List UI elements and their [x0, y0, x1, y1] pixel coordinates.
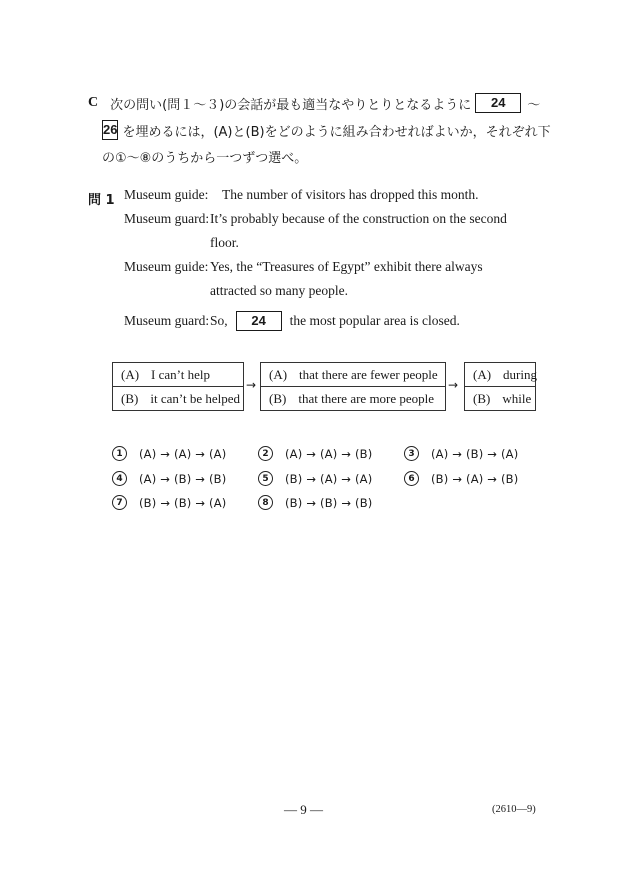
option-sequence: (B) → (A) → (B): [431, 471, 519, 486]
line-text: the most popular area is closed.: [289, 313, 460, 328]
circled-number: 7: [112, 495, 127, 510]
option-sequence: (A) → (B) → (A): [431, 446, 519, 461]
line-text: Yes, the “Treasures of Egypt” exhibit there always: [210, 259, 483, 274]
speaker: Museum guard:: [124, 313, 210, 328]
option-sequence: (A) → (B) → (B): [139, 471, 227, 486]
choice-a: [465, 363, 535, 387]
line-text: attracted so many people.: [210, 283, 348, 298]
speaker: Museum guard:: [124, 211, 210, 226]
line-text: So,: [210, 313, 228, 328]
option-7[interactable]: [112, 495, 226, 510]
choice-box-1: [112, 362, 244, 411]
circled-number: 1: [112, 446, 127, 461]
tilde: ～: [527, 97, 541, 113]
answer-box-24: 24: [475, 93, 521, 113]
option-sequence: (A) → (A) → (A): [139, 446, 227, 461]
arrow-icon: →: [448, 378, 459, 392]
option-2[interactable]: [258, 446, 372, 461]
label-a: (A): [269, 366, 288, 382]
label-a: (A): [121, 366, 140, 382]
circled-number: 6: [404, 471, 419, 486]
dialogue: [124, 187, 544, 335]
circled-number: 5: [258, 471, 273, 486]
choice-text: that there are more people: [298, 391, 435, 406]
label-a: (A): [473, 366, 492, 382]
choice-b: [465, 387, 535, 411]
option-3[interactable]: [404, 446, 518, 461]
label-b: (B): [121, 391, 139, 406]
circled-number: 4: [112, 471, 127, 486]
option-sequence: (B) → (A) → (A): [285, 471, 373, 486]
speaker: Museum guide:: [124, 259, 209, 274]
choice-b: [261, 387, 445, 411]
choice-text: it can’t be helped: [150, 391, 240, 406]
option-6[interactable]: [404, 471, 518, 486]
choice-a: [261, 363, 445, 387]
page-code: (2610—9): [492, 804, 536, 815]
page-number: — 9 —: [284, 802, 323, 817]
option-sequence: (B) → (B) → (A): [139, 495, 227, 510]
answer-box-26: 26: [102, 120, 118, 140]
dialogue-line: [124, 259, 544, 283]
label-b: (B): [473, 391, 491, 406]
dialogue-line: [124, 187, 544, 211]
instruction-line-1: 次の問い(問１～３)の会話が最も適当なやりとりとなるように: [110, 97, 472, 113]
dialogue-line: [124, 307, 544, 335]
line-text: floor.: [210, 235, 239, 250]
speaker: [124, 283, 210, 307]
circled-number: 8: [258, 495, 273, 510]
dialogue-line: [124, 283, 544, 307]
choice-text: that there are fewer people: [299, 366, 438, 382]
dialogue-line: [124, 211, 544, 235]
line-text: The number of visitors has dropped this month.: [222, 187, 479, 202]
section-letter: C: [88, 95, 99, 110]
option-4[interactable]: [112, 471, 226, 486]
speaker: [124, 235, 210, 259]
choice-b: [113, 387, 243, 411]
choice-text: during: [503, 366, 537, 382]
option-8[interactable]: [258, 495, 372, 510]
dialogue-line: [124, 235, 544, 259]
line-text: It’s probably because of the construction on the second: [210, 211, 507, 226]
choice-a: [113, 363, 243, 387]
choice-box-3: [464, 362, 536, 411]
choice-box-2: [260, 362, 446, 411]
instruction-line-3: の①～⑧のうちから一つずつ選べ。: [102, 150, 308, 166]
speaker: Museum guide:: [124, 187, 209, 202]
choice-text: I can’t help: [151, 366, 211, 382]
section-instructions: [88, 90, 551, 168]
answer-box-24-inline: 24: [236, 311, 282, 331]
circled-number: 3: [404, 446, 419, 461]
label-b: (B): [269, 391, 287, 406]
arrow-icon: →: [246, 378, 257, 392]
question-label: 問 1: [88, 193, 115, 208]
option-sequence: (A) → (A) → (B): [285, 446, 373, 461]
option-sequence: (B) → (B) → (B): [285, 495, 373, 510]
option-5[interactable]: [258, 471, 372, 486]
instruction-line-2: を埋めるには，(A)と(B)をどのように組み合わせればよいか，それぞれ下: [122, 124, 551, 140]
circled-number: 2: [258, 446, 273, 461]
choice-text: while: [502, 391, 532, 406]
option-1[interactable]: [112, 446, 226, 461]
